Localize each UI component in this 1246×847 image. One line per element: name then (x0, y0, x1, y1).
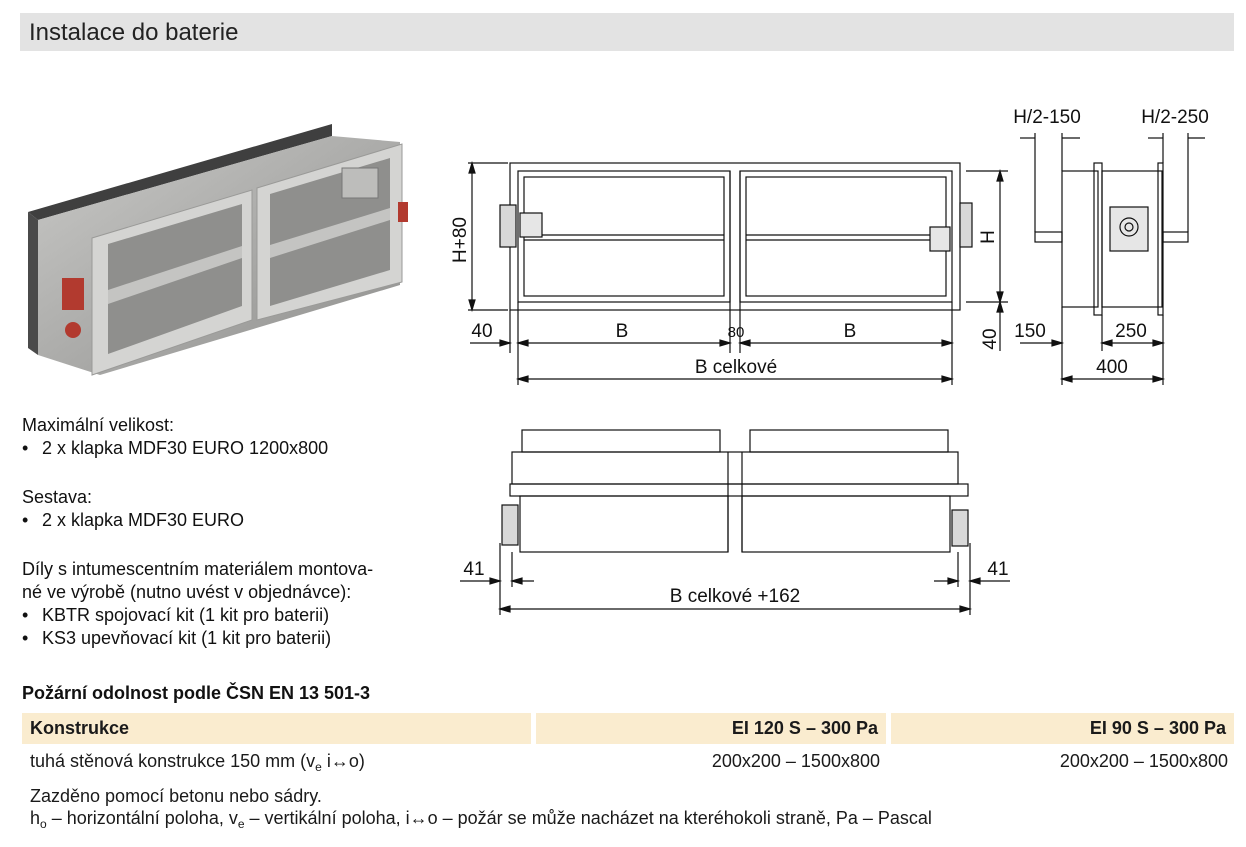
table-row (22, 744, 1234, 778)
parts-block (22, 558, 373, 650)
note-walled: Zazděno pomocí betonu nebo sádry. (30, 786, 322, 806)
dim-80: 80 (727, 324, 745, 341)
assembly-block (22, 486, 244, 532)
dim-b-left: B (615, 321, 629, 342)
header-ei90: EI 90 S – 300 Pa (891, 713, 1234, 744)
cell-ei120: 200x200 – 1500x800 (711, 751, 880, 771)
assembly-label: Sestava: (22, 487, 93, 507)
dim-h2-150: H/2-150 (1013, 107, 1081, 128)
max-size-block (22, 414, 328, 460)
dim-h: H (978, 230, 999, 244)
dim-150: 150 (1014, 321, 1046, 342)
front-view-outline (510, 163, 960, 310)
note-legend: $h_o$ – horizontální poloha, $v_e$ – vertikální poloha, i↔o – požár se může nacházet na kteréhokoli straně, Pa – Pascal (30, 808, 932, 831)
page-title: Instalace do baterie (29, 19, 239, 46)
technical-drawing (430, 95, 1230, 625)
header-construction: Konstrukce (22, 713, 531, 744)
dim-h-plus-80: H+80 (450, 217, 471, 263)
dim-b-total-162: B celkové +162 (669, 586, 801, 607)
max-size-label: Maximální velikost: (22, 415, 175, 435)
parts-item-ks3: • KS3 upevňovací kit (1 kit pro baterii) (22, 627, 373, 650)
dim-250: 250 (1115, 321, 1147, 342)
fire-resistance-table (22, 713, 1234, 778)
dim-400: 400 (1096, 357, 1128, 378)
max-size-item: • 2 x klapka MDF30 EURO 1200x800 (22, 437, 328, 460)
product-photo (20, 120, 420, 385)
fire-resistance-title: Požární odolnost podle ČSN EN 13 501-3 (22, 683, 371, 703)
assembly-item: • 2 x klapka MDF30 EURO (22, 509, 244, 532)
dim-h2-250: H/2-250 (1141, 107, 1209, 128)
dim-41-right: 41 (987, 559, 1009, 580)
top-view-outline (522, 430, 720, 452)
parts-text-line1: Díly s intumescentním materiálem montova- (22, 559, 374, 579)
cell-ei90: 200x200 – 1500x800 (1059, 751, 1228, 771)
table-header (22, 713, 1234, 744)
parts-text-line2: né ve výrobě (nutno uvést v objednávce): (22, 582, 352, 602)
dim-40-left: 40 (471, 321, 493, 342)
parts-item-kbtr: • KBTR spojovací kit (1 kit pro baterii) (22, 604, 373, 627)
header-ei120: EI 120 S – 300 Pa (536, 713, 886, 744)
section-header (20, 13, 1234, 51)
side-view-casing (1062, 171, 1098, 307)
dim-b-right: B (843, 321, 857, 342)
dim-41-left: 41 (463, 559, 485, 580)
cell-construction: tuhá stěnová konstrukce 150 mm ($v_e$ i↔o) (30, 751, 365, 774)
dim-40-vertical: 40 (980, 328, 1001, 350)
dim-b-total: B celkové (694, 357, 778, 378)
